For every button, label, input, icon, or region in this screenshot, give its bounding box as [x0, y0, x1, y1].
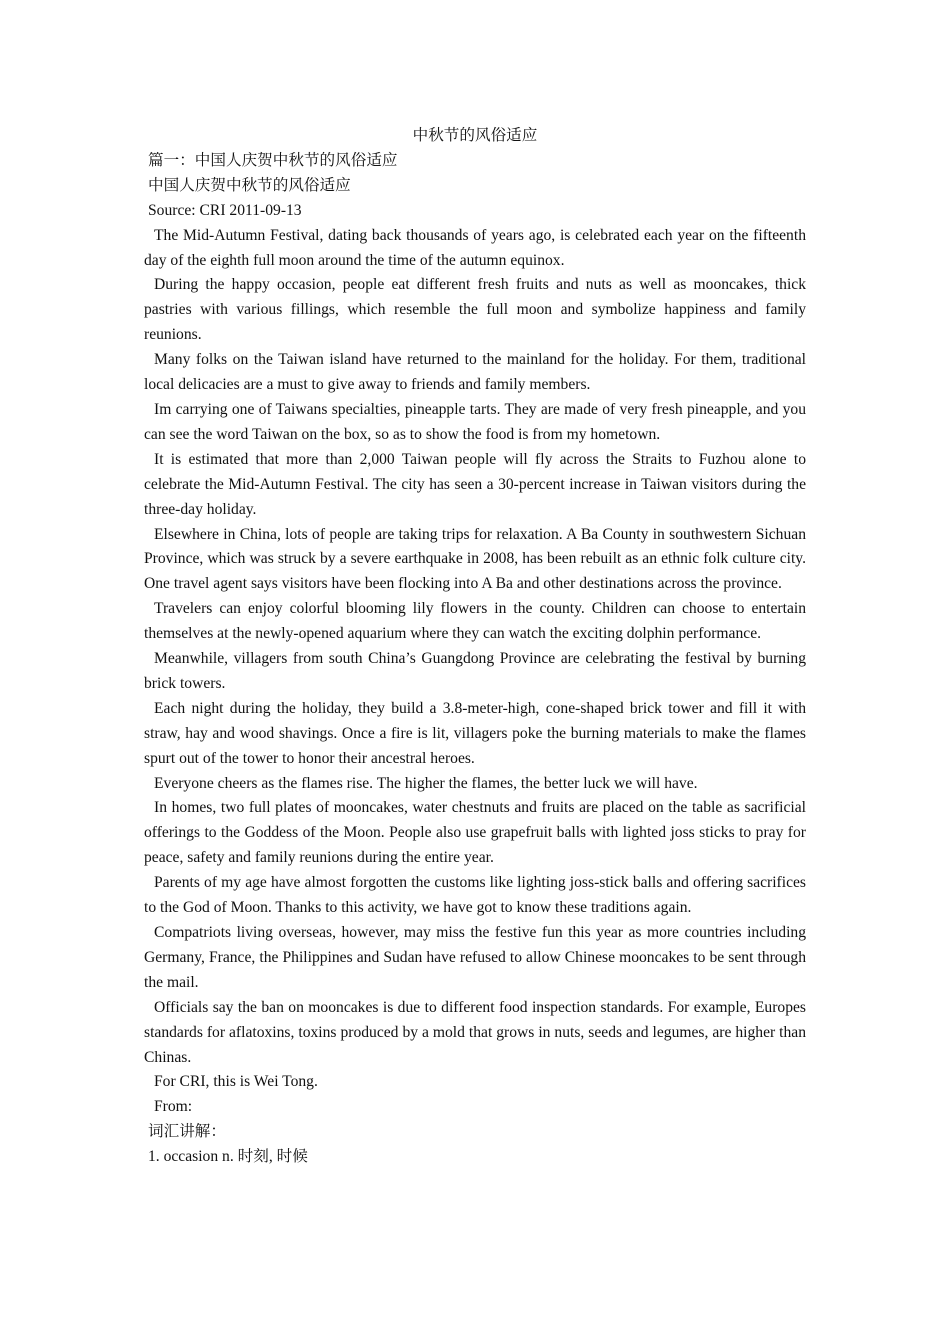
- vocab-heading: 词汇讲解：: [148, 1123, 226, 1141]
- section-heading: 篇一：中国人庆贺中秋节的风俗适应: [148, 151, 398, 169]
- paragraph: Many folks on the Taiwan island have returned to the mainland for the holiday. For them, traditional local delicacies are a must to give away to friends and family members.: [144, 351, 806, 394]
- paragraph: It is estimated that more than 2,000 Taiwan people will fly across the Straits to Fuzhou alone to celebrate the Mid-Autumn Festival. The city has seen a 30-percent increase in Taiwan visitors during the three-day holiday.: [144, 450, 806, 518]
- article-source: Source: CRI 2011-09-13: [148, 201, 302, 219]
- paragraph: From:: [154, 1098, 193, 1116]
- paragraph: The Mid-Autumn Festival, dating back thousands of years ago, is celebrated each year on the fifteenth day of the eighth full moon around the time of the autumn equinox.: [144, 226, 806, 269]
- paragraph: Meanwhile, villagers from south China’s Guangdong Province are celebrating the festival by burning brick towers.: [144, 650, 806, 692]
- paragraph: During the happy occasion, people eat different fresh fruits and nuts as well as mooncakes, thick pastries with various fillings, which resemble the full moon and symbolize happiness and family reunions.: [144, 276, 806, 344]
- paragraph: Im carrying one of Taiwans specialties, pineapple tarts. They are made of very fresh pineapple, and you can see the word Taiwan on the box, so as to show the food is from my hometown.: [144, 400, 806, 443]
- paragraph: Officials say the ban on mooncakes is due to different food inspection standards. For example, Europes standards for aflatoxins, toxins produced by a mold that grows in nuts, seeds and legumes, are higher than Chinas.: [144, 998, 806, 1066]
- article-title: 中国人庆贺中秋节的风俗适应: [148, 176, 351, 194]
- vocab-item: 1. occasion n. 时刻, 时候: [148, 1148, 308, 1166]
- paragraph: Elsewhere in China, lots of people are taking trips for relaxation. A Ba County in southwestern Sichuan Province, which was struck by a severe earthquake in 2008, has been rebuilt as an ethnic folk culture city. One travel agent says visitors have been flocking into A Ba and other destinations across the province.: [144, 525, 806, 593]
- document-body: [144, 124, 806, 1170]
- paragraph: Travelers can enjoy colorful blooming lily flowers in the county. Children can choose to entertain themselves at the newly-opened aquarium where they can watch the exciting dolphin performance.: [144, 600, 806, 643]
- paragraph: Compatriots living overseas, however, may miss the festive fun this year as more countries including Germany, France, the Philippines and Sudan have refused to allow Chinese mooncakes to be sent through the mail.: [144, 924, 806, 991]
- document-title: 中秋节的风俗适应: [412, 127, 538, 144]
- paragraph: For CRI, this is Wei Tong.: [154, 1073, 318, 1091]
- paragraph: Everyone cheers as the flames rise. The higher the flames, the better luck we will have.: [154, 774, 698, 792]
- paragraph: Each night during the holiday, they build a 3.8-meter-high, cone-shaped brick tower and fill it with straw, hay and wood shavings. Once a fire is lit, villagers poke the burning materials to make the flames spurt out of the tower to honor their ancestral heroes.: [144, 699, 806, 767]
- paragraph: In homes, two full plates of mooncakes, water chestnuts and fruits are placed on the table as sacrificial offerings to the Goddess of the Moon. People also use grapefruit balls with lighted joss sticks to pray for peace, safety and family reunions during the entire year.: [144, 799, 806, 867]
- paragraph: Parents of my age have almost forgotten the customs like lighting joss-stick balls and offering sacrifices to the God of Moon. Thanks to this activity, we have got to know these traditions again.: [144, 874, 806, 917]
